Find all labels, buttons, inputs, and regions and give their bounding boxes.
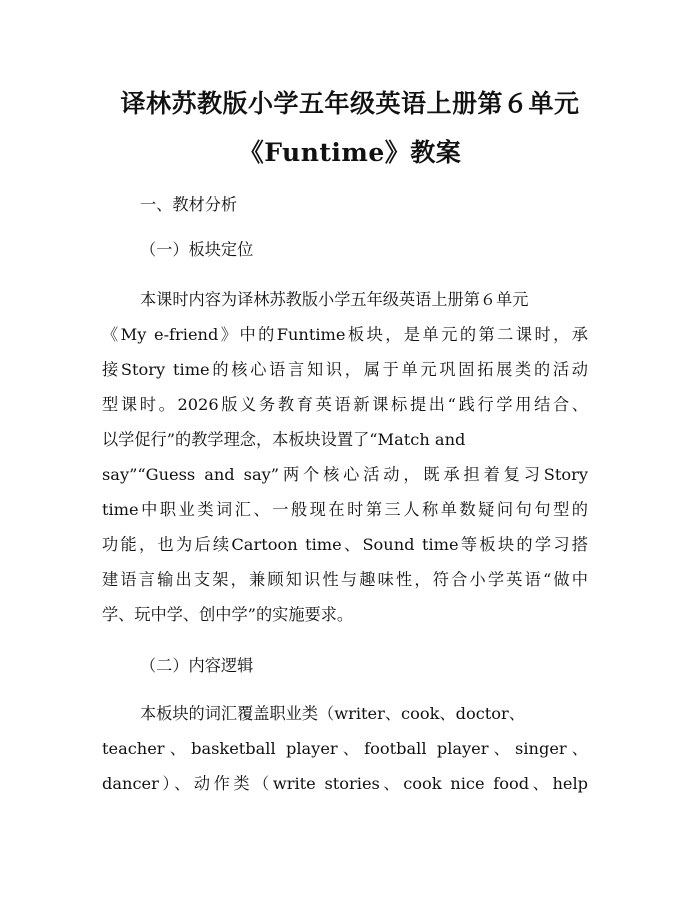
paragraph-line: say”“Guess and say”两个核心活动，既承担着复习Story: [102, 465, 588, 484]
paragraph-line: 型课时。2026版义务教育英语新课标提出“践行学用结合、: [102, 395, 588, 414]
paragraph-line: 功能，也为后续Cartoon time、Sound time等板块的学习搭: [102, 535, 588, 554]
paragraph-line: time中职业类词汇、一般现在时第三人称单数疑问句句型的: [102, 500, 588, 519]
paragraph-line: 本板块的词汇覆盖职业类（writer、cook、doctor、: [140, 704, 525, 723]
paragraph-line: 建语言输出支架，兼顾知识性与趣味性，符合小学英语“做中: [102, 570, 588, 589]
subsection-heading-positioning: （一）板块定位: [140, 240, 254, 259]
paragraph-line: teacher、basketball player、football player、singer、: [102, 739, 588, 758]
paragraph-line: 本课时内容为译林苏教版小学五年级英语上册第６单元: [140, 290, 529, 309]
document-title-line-2: 《Funtime》教案: [238, 138, 462, 167]
section-heading-textbook-analysis: 一、教材分析: [140, 195, 238, 214]
subsection-heading-content-logic: （二）内容逻辑: [140, 656, 254, 675]
paragraph-line: dancer）、动作类（write stories、cook nice food、help: [102, 774, 588, 793]
paragraph-line: 《My e-friend》中的Funtime板块，是单元的第二课时，承: [102, 325, 588, 344]
paragraph-line: 以学促行”的教学理念，本板块设置了“Match and: [102, 430, 466, 449]
paragraph-line: 接Story time的核心语言知识，属于单元巩固拓展类的活动: [102, 360, 588, 379]
document-title-line-1: 译林苏教版小学五年级英语上册第６单元: [120, 89, 580, 118]
paragraph-line: 学、玩中学、创中学”的实施要求。: [102, 605, 354, 624]
